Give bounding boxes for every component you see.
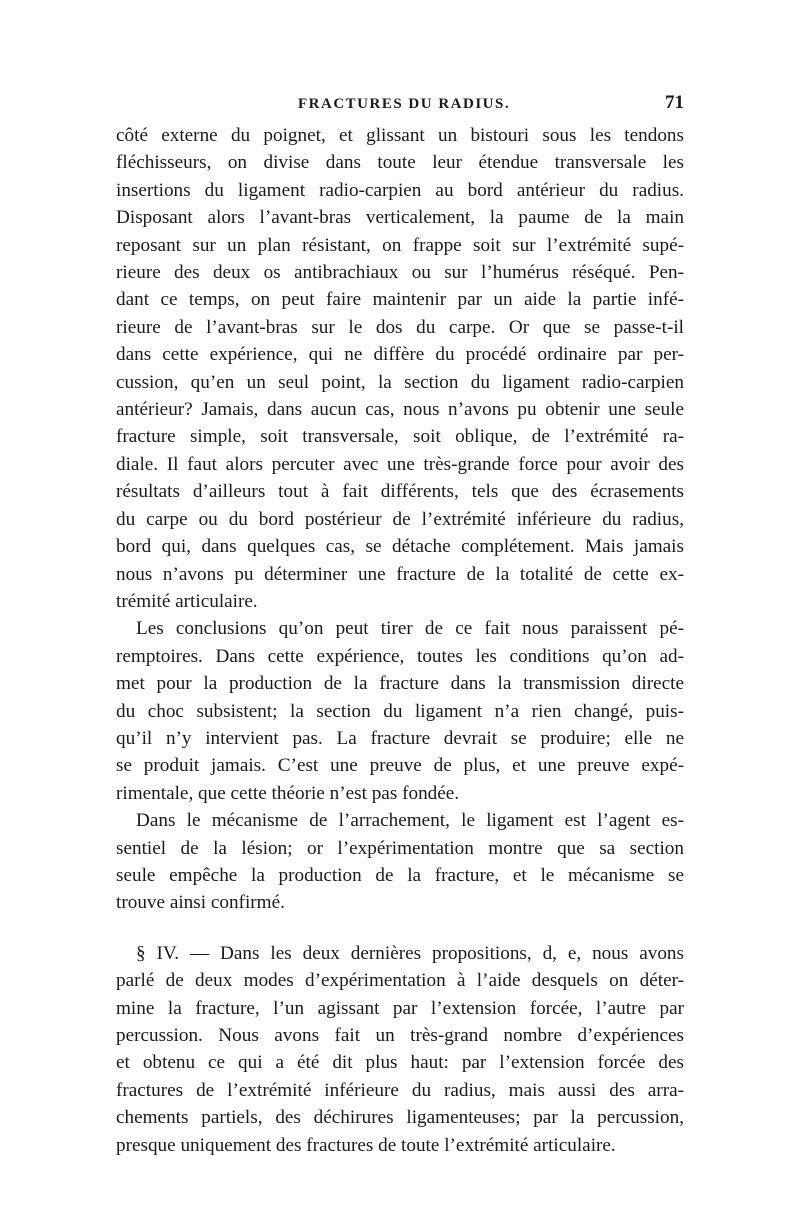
text-line: chements partiels, des déchirures ligamenteuses; par la percussion, bbox=[116, 1107, 684, 1129]
text-line: sentiel de la lésion; or l’expérimentation montre que sa section bbox=[116, 837, 684, 859]
text-line: insertions du ligament radio-carpien au bord antérieur du radius. bbox=[116, 179, 684, 201]
text-line: dans cette expérience, qui ne diffère du procédé ordinaire par per- bbox=[116, 344, 684, 366]
running-head bbox=[116, 92, 684, 122]
text-line: Disposant alors l’avant-bras verticalement, la paume de la main bbox=[116, 207, 684, 229]
text-line: parlé de deux modes d’expérimentation à l’aide desquels on déter- bbox=[116, 970, 684, 992]
text-line: reposant sur un plan résistant, on frappe soit sur l’extrémité supé- bbox=[116, 234, 684, 256]
text-line: rimentale, que cette théorie n’est pas fondée. bbox=[116, 782, 460, 804]
text-line: bord qui, dans quelques cas, se détache complétement. Mais jamais bbox=[116, 536, 684, 558]
book-page bbox=[116, 92, 684, 1159]
text-line: cussion, qu’en un seul point, la section du ligament radio-carpien bbox=[116, 371, 684, 393]
text-line: rieure de l’avant-bras sur le dos du carpe. Or que se passe-t-il bbox=[116, 316, 684, 338]
text-line: fléchisseurs, on divise dans toute leur étendue transversale les bbox=[116, 152, 684, 174]
text-line: fracture simple, soit transversale, soit oblique, de l’extrémité ra- bbox=[116, 426, 684, 448]
text-line: Dans le mécanisme de l’arrachement, le ligament est l’agent es- bbox=[136, 810, 684, 832]
paragraph-gap bbox=[116, 917, 684, 940]
text-line: remptoires. Dans cette expérience, toutes les conditions qu’on ad- bbox=[116, 645, 684, 667]
text-line: mine la fracture, l’un agissant par l’extension forcée, l’autre par bbox=[116, 997, 684, 1019]
text-line: presque uniquement des fractures de toute l’extrémité articulaire. bbox=[116, 1134, 616, 1156]
text-line: rieure des deux os antibrachiaux ou sur l’humérus réséqué. Pen- bbox=[116, 262, 684, 284]
text-line: qu’il n’y intervient pas. La fracture devrait se produire; elle ne bbox=[116, 727, 684, 749]
text-line: et obtenu ce qui a été dit plus haut: par l’extension forcée des bbox=[116, 1052, 684, 1074]
text-line: § IV. — Dans les deux dernières propositions, d, e, nous avons bbox=[136, 942, 684, 964]
text-line: nous n’avons pu déterminer une fracture de la totalité de cette ex- bbox=[116, 563, 684, 585]
paragraph bbox=[116, 615, 684, 807]
text-line: met pour la production de la fracture dans la transmission directe bbox=[116, 673, 684, 695]
text-line: résultats d’ailleurs tout à fait différents, tels que des écrasements bbox=[116, 481, 684, 503]
paragraph bbox=[116, 807, 684, 917]
text-line: percussion. Nous avons fait un très-grand nombre d’expériences bbox=[116, 1025, 684, 1046]
text-line: trouve ainsi confirmé. bbox=[116, 892, 285, 914]
text-line: du choc subsistent; la section du ligament n’a rien changé, puis- bbox=[116, 700, 684, 722]
text-line: fractures de l’extrémité inférieure du radius, mais aussi des arra- bbox=[116, 1079, 684, 1101]
paragraph bbox=[116, 940, 684, 1159]
text-line: trémité articulaire. bbox=[116, 590, 258, 612]
text-line: seule empêche la production de la fracture, et le mécanisme se bbox=[116, 864, 684, 886]
page-number: 71 bbox=[665, 92, 684, 113]
text-line: dant ce temps, on peut faire maintenir par un aide la partie infé- bbox=[116, 289, 684, 311]
text-line: Les conclusions qu’on peut tirer de ce fait nous paraissent pé- bbox=[136, 618, 684, 640]
text-line: du carpe ou du bord postérieur de l’extrémité inférieure du radius, bbox=[116, 508, 684, 530]
text-line: diale. Il faut alors percuter avec une très-grande force pour avoir des bbox=[116, 453, 684, 475]
text-line: antérieur? Jamais, dans aucun cas, nous n’avons pu obtenir une seule bbox=[116, 399, 684, 421]
text-line: côté externe du poignet, et glissant un bistouri sous les tendons bbox=[116, 125, 684, 146]
body-text bbox=[116, 122, 684, 1159]
paragraph bbox=[116, 122, 684, 615]
running-title: FRACTURES DU RADIUS. bbox=[298, 96, 511, 112]
text-line: se produit jamais. C’est une preuve de plus, et une preuve expé- bbox=[116, 755, 684, 777]
